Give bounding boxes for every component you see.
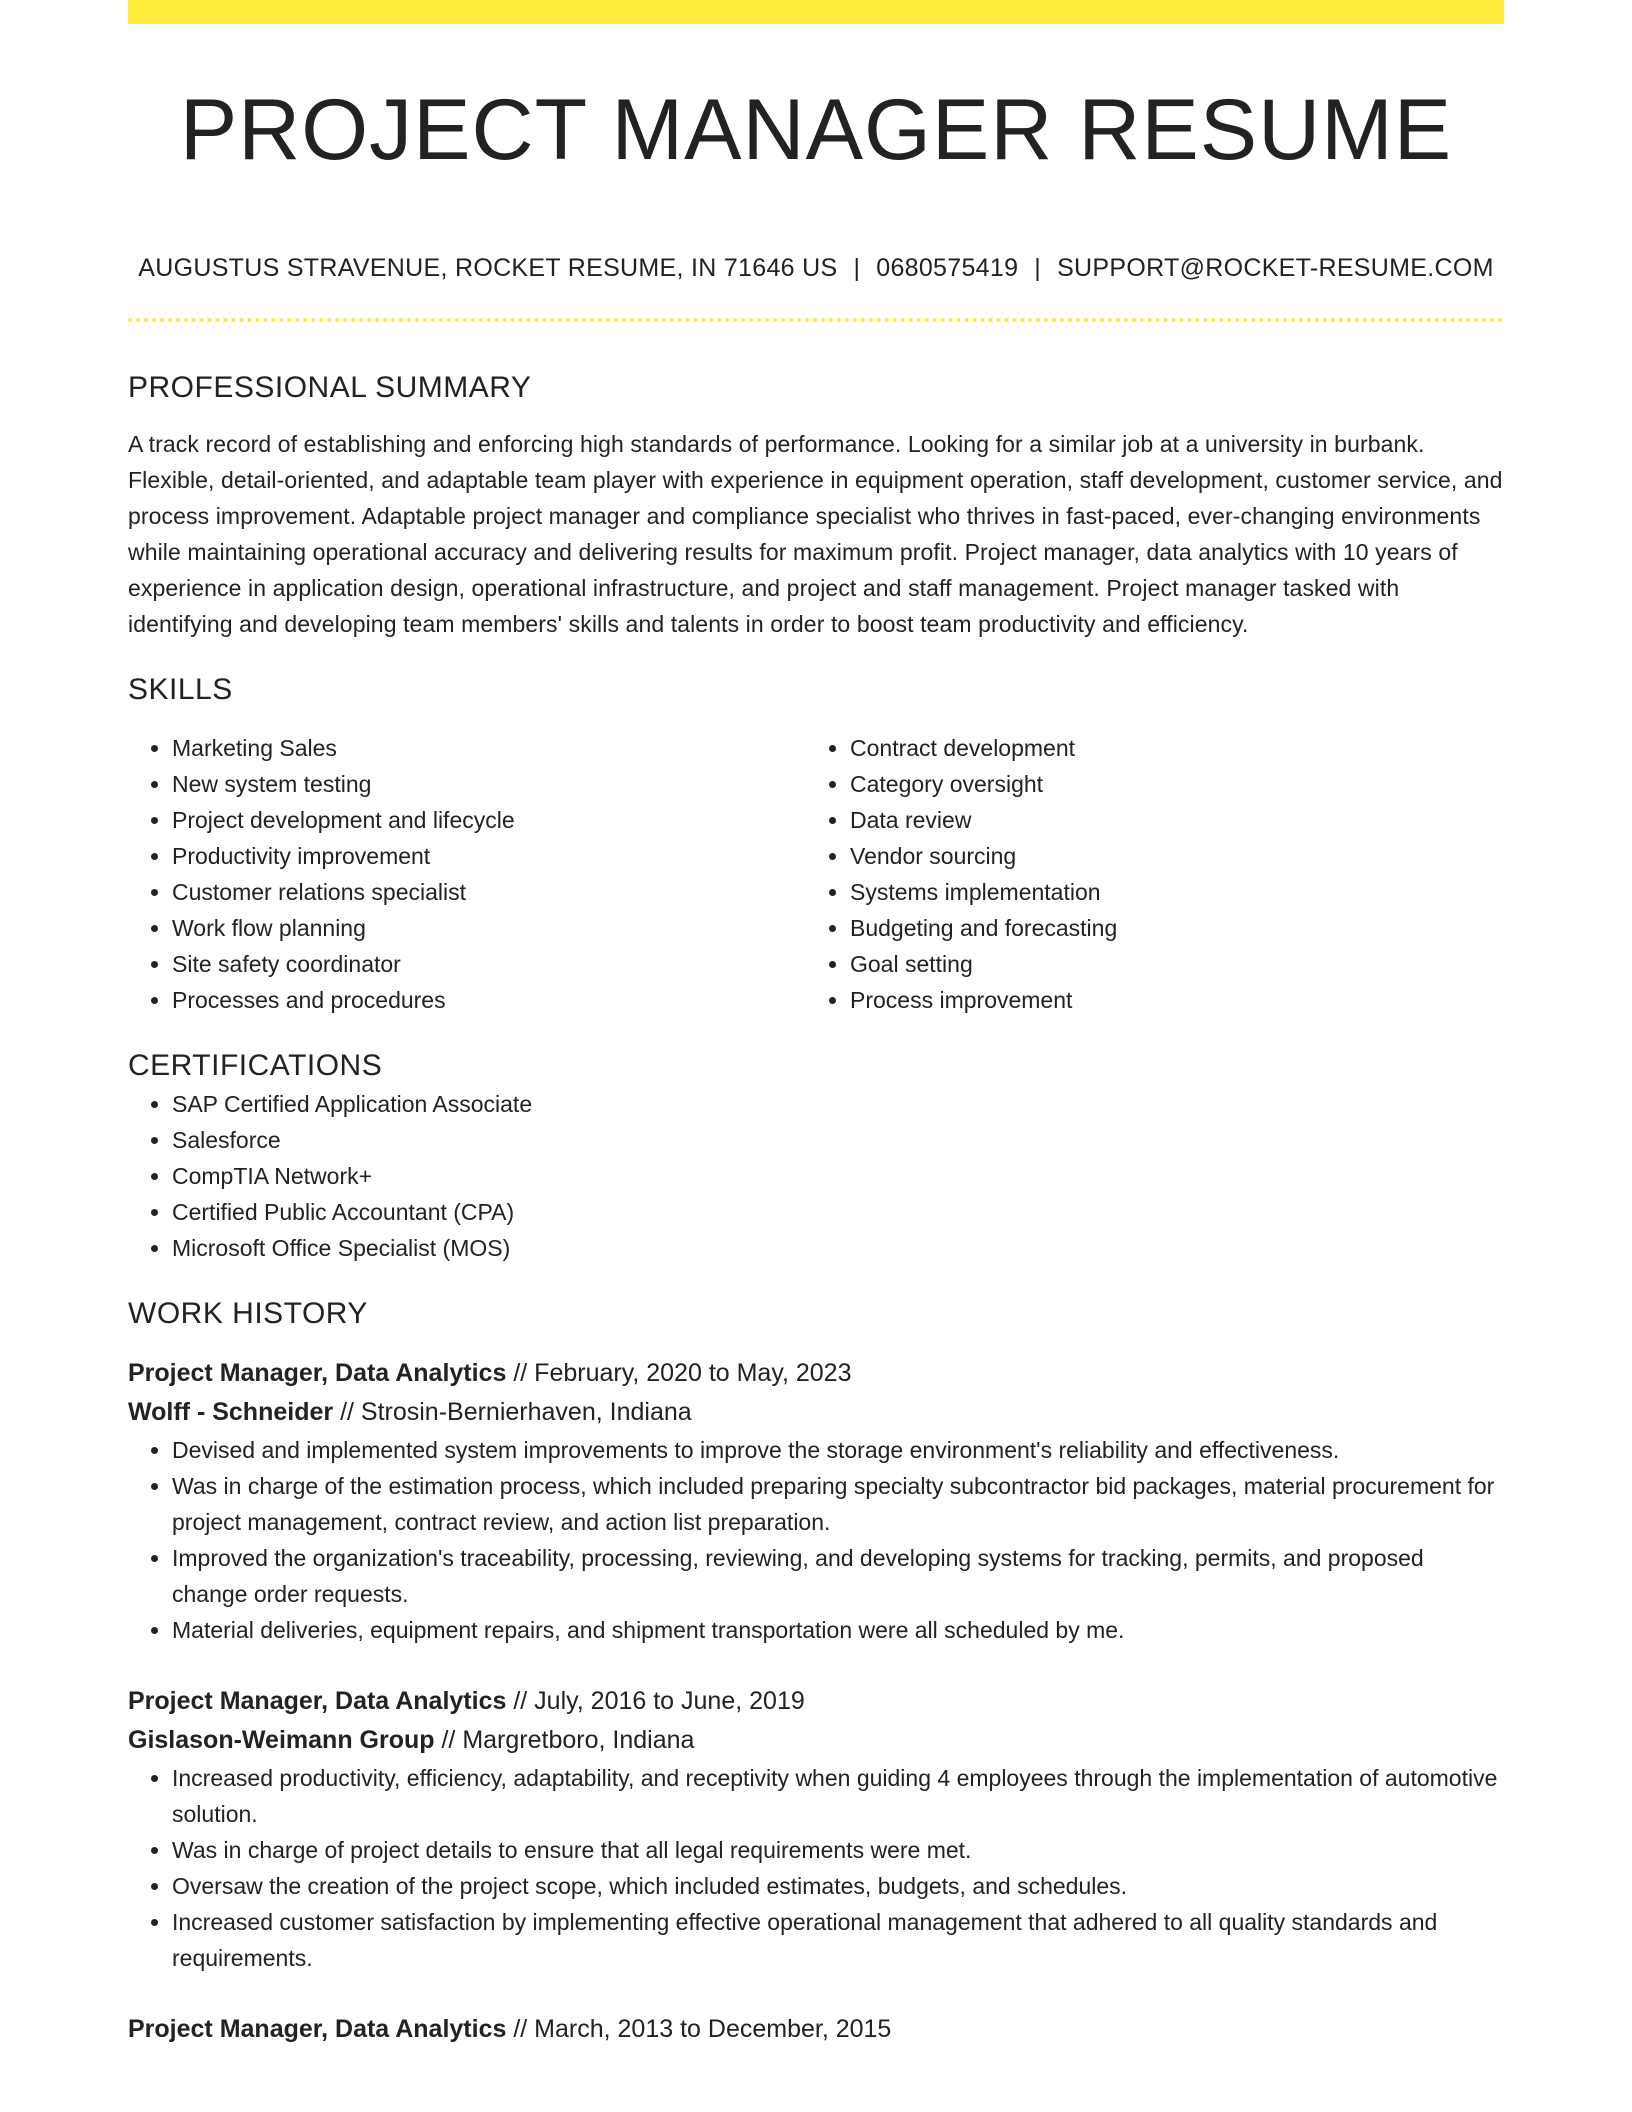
certification-item: • SAP Certified Application Associate [172,1086,1504,1122]
job-bullet: • Was in charge of the estimation process, which included preparing specialty subcontractor bid packages, material procurement for project management, contract review, and action list preparation. [172,1468,1504,1540]
summary-text: A track record of establishing and enforcing high standards of performance. Looking for a similar job at a university in burbank. Flexible, detail-oriented, and adaptable team player with experience in equipment operation, staff development, customer service, and process improvement. Adaptable project manager and compliance specialist who thrives in fast-paced, ever-changing environments while maintaining operational accuracy and delivering results for maximum profit. Project manager, data analytics with 10 years of experience in application design, operational infrastructure, and project and staff management. Project manager tasked with identifying and developing team members' skills and talents in order to boost team productivity and efficiency. [128,431,1503,637]
job-dates: // July, 2016 to June, 2019 [513,1687,805,1715]
skill-item: • Site safety coordinator [172,946,806,982]
job-company-line [128,1393,1504,1432]
job-title: Project Manager, Data Analytics [128,1687,507,1715]
job-entry [128,1682,1504,1976]
job-bullet: • Increased customer satisfaction by implementing effective operational management that adhered to all quality standards and requirements. [172,1904,1504,1976]
skills-grid [128,730,1504,1018]
skills-list-right [806,730,1484,1018]
job-bullets [128,1760,1504,1976]
job-dates: // March, 2013 to December, 2015 [513,2015,892,2043]
skill-item: • Productivity improvement [172,838,806,874]
skill-item: • Process improvement [850,982,1484,1018]
work-history-heading: WORK HISTORY [128,1297,368,1330]
skill-item: • Project development and lifecycle [172,802,806,838]
contact-line [128,252,1504,284]
job-title: Project Manager, Data Analytics [128,1359,507,1387]
job-company-line [128,1721,1504,1760]
skill-item: • Systems implementation [850,874,1484,910]
job-location: // Strosin-Bernierhaven, Indiana [340,1398,692,1426]
job-title-line [128,1354,1504,1393]
job-entry [128,1354,1504,1648]
job-location: // Margretboro, Indiana [441,1726,695,1754]
skill-item: • Goal setting [850,946,1484,982]
skill-item: • Marketing Sales [172,730,806,766]
skill-item: • Budgeting and forecasting [850,910,1484,946]
skill-item: • Work flow planning [172,910,806,946]
skill-item: • Customer relations specialist [172,874,806,910]
contact-phone: 0680575419 [876,254,1019,282]
certification-item: • CompTIA Network+ [172,1158,1504,1194]
certification-item: • Certified Public Accountant (CPA) [172,1194,1504,1230]
contact-email: SUPPORT@ROCKET-RESUME.COM [1057,254,1494,282]
dotted-divider [128,318,1504,322]
job-bullet: • Increased productivity, efficiency, adaptability, and receptivity when guiding 4 employees through the implementation of automotive solution. [172,1760,1504,1832]
job-title-line [128,1682,1504,1721]
job-title-line [128,2010,1504,2049]
skill-item: • Category oversight [850,766,1484,802]
skill-item: • New system testing [172,766,806,802]
contact-address: AUGUSTUS STRAVENUE, ROCKET RESUME, IN 71646 US [138,254,838,282]
job-bullet: • Devised and implemented system improvements to improve the storage environment's reliability and effectiveness. [172,1432,1504,1468]
job-bullet: • Was in charge of project details to ensure that all legal requirements were met. [172,1832,1504,1868]
contact-separator: | [853,254,861,282]
certification-item: • Salesforce [172,1122,1504,1158]
job-title: Project Manager, Data Analytics [128,2015,507,2043]
job-bullet: • Improved the organization's traceability, processing, reviewing, and developing systems for tracking, permits, and proposed change order requests. [172,1540,1504,1612]
resume-content [128,0,1504,2049]
skill-item: • Contract development [850,730,1484,766]
job-bullets [128,1432,1504,1648]
job-entry [128,2010,1504,2049]
job-dates: // February, 2020 to May, 2023 [513,1359,852,1387]
certifications-list [128,1086,1504,1266]
contact-separator: | [1034,254,1042,282]
skills-list-left [128,730,806,1018]
certification-item: • Microsoft Office Specialist (MOS) [172,1230,1504,1266]
skills-heading: SKILLS [128,673,233,706]
page-title: PROJECT MANAGER RESUME [179,82,1453,178]
skill-item: • Data review [850,802,1484,838]
skill-item: • Vendor sourcing [850,838,1484,874]
job-bullet: • Oversaw the creation of the project scope, which included estimates, budgets, and schedules. [172,1868,1504,1904]
skill-item: • Processes and procedures [172,982,806,1018]
job-company: Gislason-Weimann Group [128,1726,435,1754]
job-company: Wolff - Schneider [128,1398,334,1426]
job-bullet: • Material deliveries, equipment repairs, and shipment transportation were all scheduled by me. [172,1612,1504,1648]
summary-heading: PROFESSIONAL SUMMARY [128,371,532,404]
certifications-heading: CERTIFICATIONS [128,1049,383,1082]
